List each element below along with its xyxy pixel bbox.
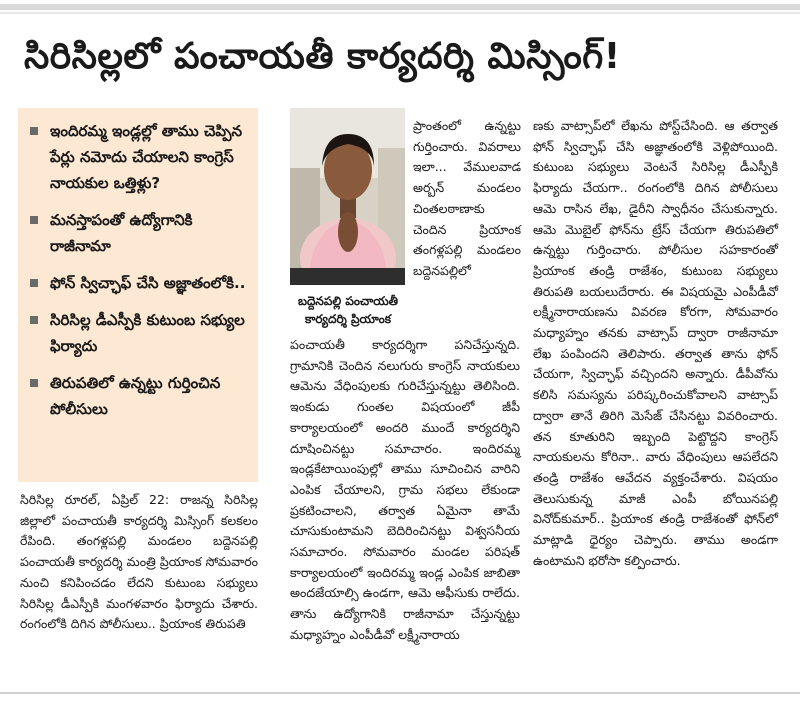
portrait-photo — [290, 108, 405, 285]
top-border — [0, 4, 800, 10]
article-text: ప్రాంతంలో ఉన్నట్టు గుర్తించారు. వివరాలు ఇలా... వేములవాడ అర్బన్ మండలం చింతలఠాణాకు చెందిన ప్రియాంక తంగళ్లపల్లి మండలం బద్దెనపల్లిలో — [413, 118, 521, 278]
highlight-item: మనస్తాపంతో ఉద్యోగానికి రాజీనామా — [28, 207, 252, 259]
article-text: సిరిసిల్ల రూరల్, ఏప్రిల్ 22: రాజన్న సిరిసిల్ల జిల్లాలో పంచాయతీ కార్యదర్శి మిస్సింగ్ కలకలం రేపింది. తంగళ్లపల్లి మండలం బద్దెనపల్లి పంచాయతీ కార్యదర్శి మంత్రి ప్రియాంక సోమవారం నుంచి కనిపించడం లేదని కుటుంబ సభ్యులు సిరిసిల్ల డీఎస్పీకి మంగళవారం ఫిర్యాదు చేశారు. రంగంలోకి దిగిన పోలీసులు.. ప్రియాంక తిరుపతి — [20, 492, 258, 632]
highlights-list — [18, 108, 258, 422]
article-text: పంచాయతీ కార్యదర్శిగా పనిచేస్తున్నది. గ్రామానికి చెందిన నలుగురు కాంగ్రెస్ నాయకులు ఆమెను వేధింపులకు గురిచేస్తున్నట్టు తెలిసింది. ఇంకుడు గుంతల విషయంలో జీపీ కార్యాలయంలో అందరి ముందే కార్యదర్శిని దూషించినట్టు సమాచారం. ఇందిరమ్మ ఇండ్లకేటాయింపుల్లో తాము సూచించిన వారిని ఎంపిక చేయాలని, గ్రామ సభలు లేకుండా ప్రకటించాలని, తర్వాత ఏమైనా తామే చూసుకుంటామని బెదిరించినట్టు విశ్వసనీయ సమాచారం. సోమవారం మండల పరిషత్ కార్యాలయంలో ఇందిరమ్మ ఇండ్ల ఎంపిక జాబితా అందజేయాల్సి ఉండగా, ఆమె ఆఫీసుకు రాలేదు. తాను ఉద్యోగానికి రాజీనామా చేస్తున్నట్టు మధ్యాహ్నం ఎంపీడీవో లక్ష్మీనారాయ — [290, 337, 520, 642]
article-column-3 — [533, 116, 778, 571]
highlight-item: సిరిసిల్ల డీఎస్పీకి కుటుంబ సభ్యుల ఫిర్యాదు — [28, 307, 252, 359]
bottom-border — [0, 692, 800, 694]
top-border-thin — [0, 12, 800, 14]
article-column-2-top — [413, 116, 521, 282]
article-text: ణకు వాట్సాప్‌లో లేఖను పోస్ట్‌చేసింది. ఆ తర్వాత ఫోన్ స్విచ్ఛాఫ్ చేసి అజ్ఞాతంలోకి వెళ్లిపోయింది. కుటుంబ సభ్యులు వెంటనే సిరిసిల్ల డీఎస్పీకి ఫిర్యాదు చేయగా.. రంగంలోకి దిగిన పోలీసులు ఆమె రాసిన లేఖ, డైరీని స్వాధీనం చేసుకున్నారు. ఆమె మొబైల్ ఫోన్‌ను ట్రేస్ చేయగా తిరుపతిలో ఉన్నట్టు గుర్తించారు. పోలీసుల సహకారంతో ప్రియాంక తండ్రి రాజేశం, కుటుంబ సభ్యులు తిరుపతి బయలుదేరారు. ఈ విషయమై ఎంపీడీవో లక్ష్మీనారాయణను వివరణ కోరగా, సోమవారం మధ్యాహ్నం తనకు వాట్సాప్ ద్వారా రాజీనామా లేఖ పంపిందని తెలిపారు. తర్వాత తాను ఫోన్ చేయగా, స్విచ్ఛాఫ్ వచ్చిందని అన్నారు. డీపీవోను కలిసి సమస్యను పరిష్కరించుకోవాలని వాట్సాప్ ద్వారా తానే తిరిగి మెసేజ్ చేసినట్టు వివరించారు. తన కూతురిని ఇబ్బంది పెట్టొద్దని కాంగ్రెస్ నాయకులను కోరినా.. వారు వేధింపులు ఆపలేదని తండ్రి రాజేశం ఆవేదన వ్యక్తంచేశారు. విషయం తెలుసుకున్న మాజీ ఎంపీ బోయినపల్లి వినోద్‌కుమార్.. ప్రియాంక తండ్రి రాజేశంతో ఫోన్‌లో మాట్లాడి ధైర్యం చెప్పారు. తాము అండగా ఉంటామని భరోసా కల్పించారు. — [533, 118, 778, 568]
headline: సిరిసిల్లలో పంచాయతీ కార్యదర్శి మిస్సింగ్! — [24, 36, 621, 77]
article-column-2-bottom — [290, 335, 520, 646]
highlight-item: ఫోన్ స్విచ్ఛాఫ్ చేసి అజ్ఞాతంలోకి.. — [28, 270, 252, 296]
highlights-box — [18, 108, 258, 482]
article-column-1 — [20, 490, 258, 635]
highlight-item: తిరుపతిలో ఉన్నట్టు గుర్తించిన పోలీసులు — [28, 370, 252, 422]
portrait-illustration — [290, 108, 405, 285]
highlight-item: ఇందిరమ్మ ఇండ్లల్లో తాము చెప్పిన పేర్లు నమోదు చేయాలని కాంగ్రెస్ నాయకుల ఒత్తిళ్లు? — [28, 118, 252, 196]
photo-caption: బద్దెనపల్లి పంచాయతీ కార్యదర్శి ప్రియాంక — [297, 294, 399, 326]
